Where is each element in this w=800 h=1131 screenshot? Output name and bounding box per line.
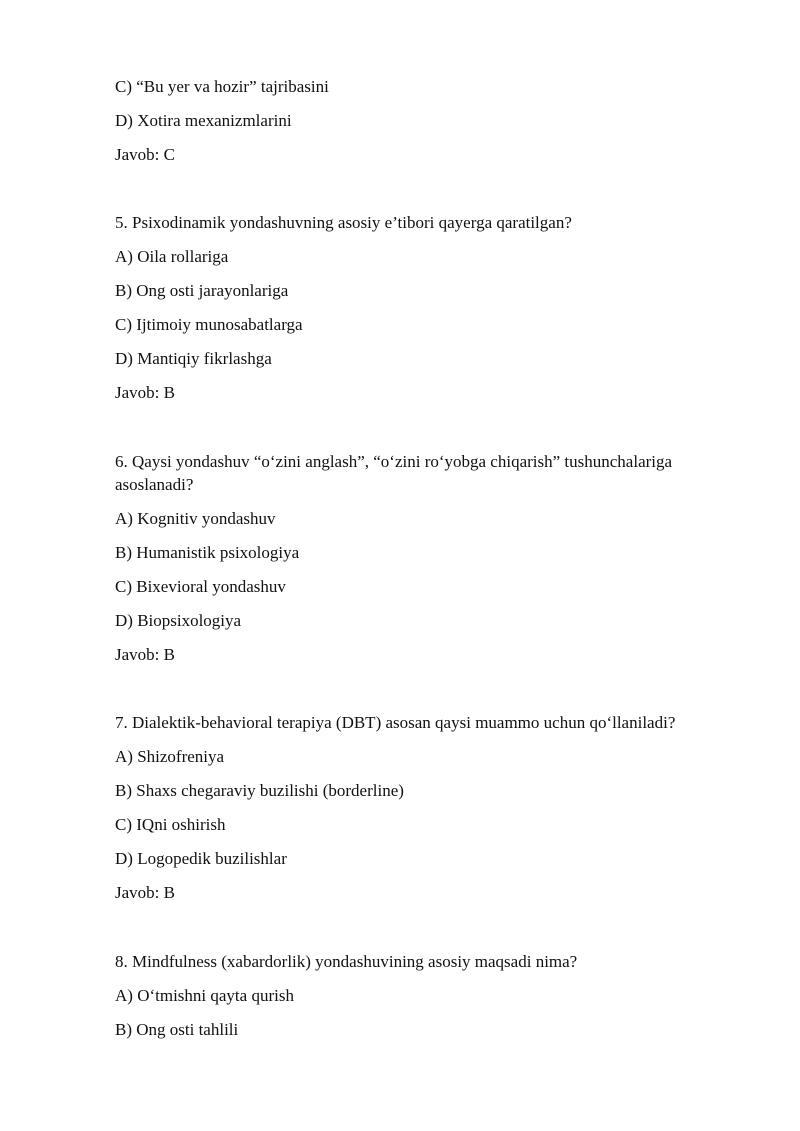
option-d: D) Mantiqiy fikrlashga <box>115 349 272 368</box>
option-d: D) Xotira mexanizmlarini <box>115 111 292 130</box>
option-c: C) Ijtimoiy munosabatlarga <box>115 315 303 334</box>
option-b: B) Ong osti jarayonlariga <box>115 281 289 300</box>
question-text: 5. Psixodinamik yondashuvning asosiy e’tibori qayerga qaratilgan? <box>115 213 572 232</box>
answer: Javob: B <box>115 383 175 402</box>
option-c: C) IQni oshirish <box>115 815 226 834</box>
option-a: A) Oila rollariga <box>115 247 229 266</box>
question-text: 6. Qaysi yondashuv “o‘zini anglash”, “o‘zini ro‘yobga chiqarish” tushunchalariga <box>115 452 673 471</box>
option-a: A) Shizofreniya <box>115 747 225 766</box>
question-text-continued: asoslanadi? <box>115 475 194 494</box>
option-a: A) O‘tmishni qayta qurish <box>115 986 294 1005</box>
option-b: B) Shaxs chegaraviy buzilishi (borderline) <box>115 781 404 800</box>
option-c: C) Bixevioral yondashuv <box>115 577 286 596</box>
option-d: D) Logopedik buzilishlar <box>115 849 287 868</box>
option-a: A) Kognitiv yondashuv <box>115 509 276 528</box>
question-text: 7. Dialektik-behavioral terapiya (DBT) asosan qaysi muammo uchun qo‘llaniladi? <box>115 713 676 732</box>
question-text: 8. Mindfulness (xabardorlik) yondashuvining asosiy maqsadi nima? <box>115 952 578 971</box>
answer: Javob: B <box>115 883 175 902</box>
option-d: D) Biopsixologiya <box>115 611 242 630</box>
option-b: B) Humanistik psixologiya <box>115 543 300 562</box>
option-c: C) “Bu yer va hozir” tajribasini <box>115 77 329 96</box>
answer: Javob: C <box>115 145 175 164</box>
option-b: B) Ong osti tahlili <box>115 1020 239 1039</box>
answer: Javob: B <box>115 645 175 664</box>
